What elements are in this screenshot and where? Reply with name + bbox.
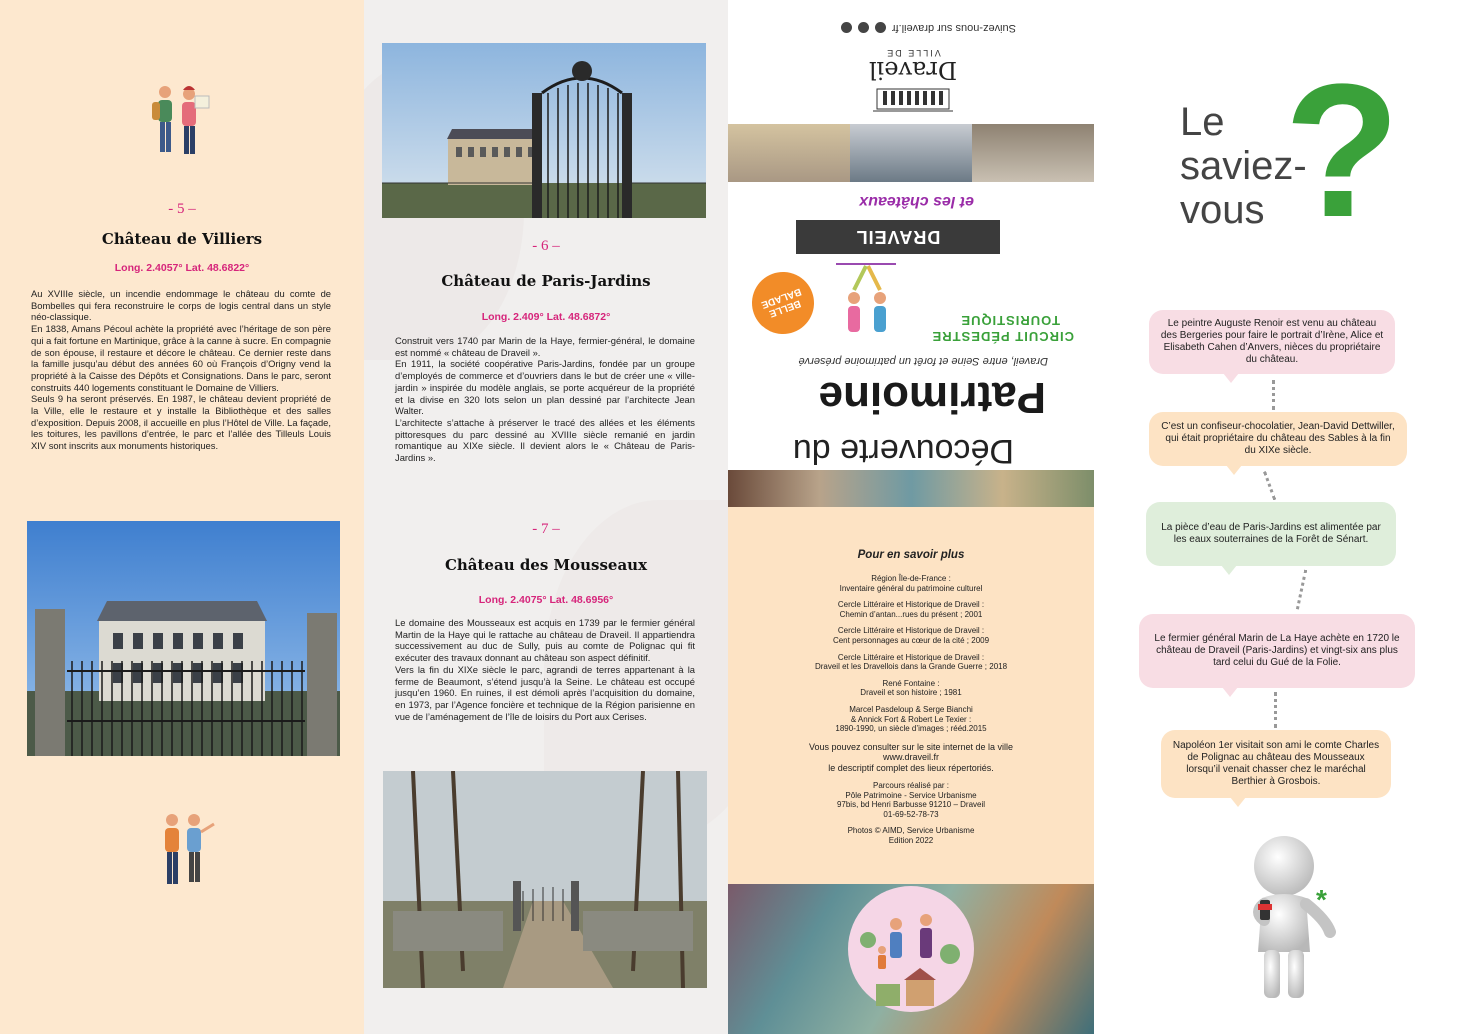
hikers-illustration — [152, 810, 222, 890]
panel-saviez-vous — [1094, 0, 1457, 1034]
savoir-line: Cercle Littéraire et Historique de Draveil : — [837, 626, 985, 636]
section-number: - 5 – — [168, 201, 196, 217]
saviez-line: Le — [1180, 100, 1225, 144]
savoir-plus-box — [728, 507, 1094, 884]
savoir-line: Parcours réalisé par : — [872, 780, 950, 790]
coordinates: Long. 2.409° Lat. 48.6872° — [481, 311, 611, 323]
cover-title-small: Découverte du — [792, 432, 1014, 470]
linkedin-icon[interactable] — [841, 23, 852, 34]
draveil-banner — [796, 220, 1000, 254]
cover-photo-strip — [728, 124, 1094, 182]
paragraph: En 1911, la société coopérative Paris-Jardins, fondée par un groupe d’employés de commerce et d’ouvriers dans le but de créer une « ville-jardin » inspirée du modèle anglais, se porte acquéreur de la propriété et la divise en 320 lots selon un plan dessiné par l’architecte Jean Walter. — [395, 358, 695, 417]
hikers-illustration — [145, 82, 215, 162]
paragraph: Construit vers 1740 par Marin de la Haye, fermier-général, le domaine est nommé « château de Draveil ». — [395, 335, 695, 358]
savoir-line: Chemin d’antan...rues du présent ; 2001 — [839, 609, 983, 619]
savoir-line: Cent personnages au cœur de la cité ; 2009 — [832, 635, 990, 645]
facebook-icon[interactable] — [875, 23, 886, 34]
strip-photo — [728, 124, 850, 182]
savoir-entries — [728, 574, 1094, 847]
strip-photo — [850, 124, 972, 182]
paragraph: Au XVIIIe siècle, un incendie endommage le château du comte de Bombelles qui fera reconstruire le corps de logis central dans un style néo-classique. — [31, 288, 331, 323]
mousseaux-photo — [383, 771, 707, 988]
draveil-banner-label: DRAVEIL — [855, 227, 941, 248]
cover-tagline: Draveil, entre Seine et forêt un patrimoine préservé — [798, 355, 1048, 367]
paragraph: En 1838, Amans Pécoul achète la propriété avec l’héritage de son père qui a fait fortune en Martinique, grâce à la canne à sucre. En compagnie de son épouse, il restaure et décore le château. Ce dernier reste dans la famille jusqu’au début des années 60 où François d’Origny vend la propriété à la Caisse des Dépôts et Consignations. Dans le parc, seront construits 440 logements constituant le Domaine de Villiers. — [31, 323, 331, 393]
panel-villiers — [0, 0, 364, 1034]
saviez-line: vous — [1180, 188, 1265, 232]
savoir-line: Vous pouvez consulter sur le site internet de la ville — [808, 741, 1014, 752]
coordinates: Long. 2.4075° Lat. 48.6956° — [478, 594, 614, 606]
dotted-connector — [1274, 692, 1281, 728]
fact-bubble: C’est un confiseur-chocolatier, Jean-David Dettwiller, qui était propriétaire du château des Sables à la fin du XIXe siècle. — [1149, 412, 1407, 466]
savoir-line: 97bis, bd Henri Barbusse 91210 – Draveil — [836, 800, 986, 810]
family-walk-illustration — [846, 884, 976, 1014]
draveil-logo — [858, 48, 968, 115]
savoir-line: Cercle Littéraire et Historique de Draveil : — [837, 652, 985, 662]
paragraph: L’architecte s’attache à préserver le tracé des allées et les éléments pittoresques du parc dessiné au XVIIIe siècle remanié en jardin romantique au XIXe siècle. Il devient alors le « Château de Paris-Jardins ». — [395, 416, 695, 464]
circuit-line2: TOURISTIQUE — [960, 313, 1060, 328]
reporter-figure — [1234, 832, 1344, 1002]
logo-building-icon — [873, 87, 953, 115]
savoir-line: Région Île-de-France : — [871, 574, 951, 583]
section-body — [31, 288, 331, 452]
fact-bubble: Napoléon 1er visitait son ami le comte Charles de Polignac au château des Mousseaux lorsqu’il venait chasser chez le maréchal Berthier à Grosbois. — [1161, 730, 1391, 798]
savoir-line: Draveil et les Dravellois dans la Grande Guerre ; 2018 — [814, 662, 1008, 672]
fact-bubble: La pièce d’eau de Paris-Jardins est alimentée par les eaux souterraines de la Forêt de Sénart. — [1146, 502, 1396, 566]
bottom-art — [728, 884, 1094, 1034]
social-row — [796, 22, 1016, 34]
paragraph: Le domaine des Mousseaux est acquis en 1739 par le fermier général Martin de la Haye qui le rattache au château de Draveil. Il appartiendra successivement au duc de Sully, puis au comte de Polignac qui fit exécuter des travaux donnant au château son aspect définitif. — [395, 617, 695, 664]
instagram-icon[interactable] — [858, 23, 869, 34]
savoir-heading: Pour en savoir plus — [857, 549, 965, 561]
paragraph: Seuls 9 ha seront préservés. En 1987, le château devient propriété de la Ville, elle le restaure et y installe la Bibliothèque et des salles d’exposition. Depuis 2008, il accueille en plus l’Hôtel de Ville. La façade, les toitures, les pavillons d’entrée, le parc et l’allée des Tilleuls Louis XIV sont inscrits aux monuments historiques. — [31, 393, 331, 452]
fact-bubble: Le fermier général Marin de La Haye achète en 1720 le château de Draveil (Paris-Jardins) et vingt-six ans plus tard celui du Gué de la Folie. — [1139, 614, 1415, 688]
social-text: Suivez-nous sur draveil.fr — [891, 22, 1016, 34]
strip-photo — [972, 124, 1094, 182]
savoir-line: & Annick Fort & Robert Le Texier : — [850, 714, 972, 724]
savoir-line: Draveil et son histoire ; 1981 — [860, 688, 962, 698]
belle-balade-label: BELLE BALADE — [759, 285, 803, 319]
savoir-line: Inventaire général du patrimoine culturel — [839, 583, 983, 593]
villiers-photo — [27, 521, 340, 756]
fact-bubble: Le peintre Auguste Renoir est venu au château des Bergeries pour faire le portrait d’Irène, Alice et Elisabeth Cahen d’Anvers, nièces du propriétaire du château. — [1149, 310, 1395, 374]
leaf-band — [728, 470, 1094, 507]
dotted-connector — [1263, 470, 1280, 501]
website-link[interactable]: www.draveil.fr — [882, 752, 939, 763]
cover-subtitle: et les châteaux — [859, 193, 974, 210]
section-body — [395, 617, 695, 722]
question-mark: ? — [1284, 45, 1401, 257]
panel-cover — [728, 0, 1094, 1034]
coordinates: Long. 2.4057° Lat. 48.6822° — [114, 262, 250, 274]
logo-city: Draveil — [868, 56, 958, 84]
savoir-line: Cercle Littéraire et Historique de Draveil : — [837, 600, 985, 610]
savoir-line: Photos © AIMD, Service Urbanisme — [847, 826, 975, 836]
section-title: Château de Paris-Jardins — [441, 272, 651, 290]
cover-title-big: Patrimoine — [818, 373, 1046, 422]
panel-paris-jardins-mousseaux — [364, 0, 728, 1034]
belle-balade-badge — [743, 263, 822, 342]
savoir-line: Marcel Pasdeloup & Serge Bianchi — [849, 704, 973, 714]
cover-flipped — [728, 0, 1094, 500]
section-body — [395, 335, 695, 464]
section-title: Château des Mousseaux — [444, 556, 648, 574]
savoir-line: 01-69-52-78-73 — [883, 809, 939, 819]
savoir-line: le descriptif complet des lieux répertoriés. — [828, 762, 994, 773]
savoir-line: René Fontaine : — [882, 678, 940, 688]
dotted-connector — [1272, 380, 1279, 410]
asterisk: * — [1316, 884, 1327, 915]
savoir-line: 1890-1990, un siècle d’images ; rééd.2015 — [835, 724, 987, 734]
savoir-line: Edition 2022 — [888, 835, 934, 845]
circuit-line1: CIRCUIT PÉDESTRE — [931, 329, 1074, 344]
paragraph: Vers la fin du XIXe siècle le parc, agrandi de terres appartenant à la ferme de Beaumont, s’étend jusqu’à la Seine. Le château est occupé jusqu’en 1960. En ruines, il est démoli après l’acquisition du domaine, en 1973, par l’Agence foncière et technique de la Région parisienne en vue de l’aménagement de l’île de loisirs du Port aux Cerises. — [395, 663, 695, 722]
section-number: - 7 – — [532, 521, 560, 537]
section-number: - 6 – — [532, 238, 560, 254]
dotted-connector — [1296, 570, 1311, 611]
acrobats-illustration — [834, 262, 898, 342]
savoir-line: Pôle Patrimoine - Service Urbanisme — [845, 790, 977, 800]
paris-jardins-photo — [382, 43, 706, 218]
saviez-line: saviez- — [1180, 144, 1307, 188]
section-title: Château de Villiers — [101, 230, 263, 248]
logo-ville-de: VILLE DE — [885, 48, 941, 58]
